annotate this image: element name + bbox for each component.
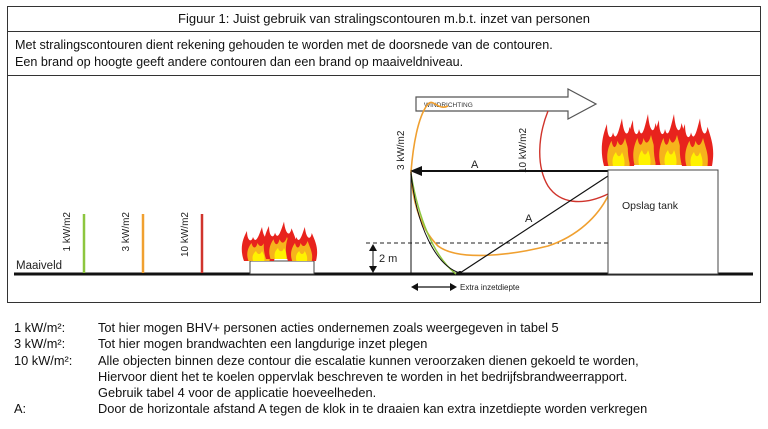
contour-3kw-label: 3 kW/m2 xyxy=(396,130,407,170)
extra-contour-green xyxy=(411,174,456,274)
wind-arrow xyxy=(416,89,596,119)
legend-key: 10 kW/m²: xyxy=(14,352,73,368)
storage-tank xyxy=(602,114,718,274)
distance-a-label: A xyxy=(471,159,479,171)
intro-line-2: Een brand op hoogte geeft andere contouren dan een brand op maaiveldniveau. xyxy=(15,55,464,69)
height-label: 2 m xyxy=(379,253,398,265)
marker-label-1kw: 1 kW/m2 xyxy=(62,212,73,252)
legend-row xyxy=(14,385,760,401)
origin-dot xyxy=(458,271,462,275)
radiation-diagram xyxy=(8,76,760,302)
legend-key: A: xyxy=(14,401,27,417)
legend-key xyxy=(14,385,98,401)
contour-10kw-label: 10 kW/m2 xyxy=(518,127,529,173)
tank-label: Opslag tank xyxy=(622,200,679,212)
tank-body xyxy=(608,170,718,274)
legend-text: Alle objecten binnen deze contour die escalatie kunnen veroorzaken dienen gekoeld te worden, xyxy=(98,352,639,368)
figure-intro xyxy=(8,32,760,76)
legend-key: 1 kW/m²: xyxy=(14,320,66,335)
extra-depth-label: Extra inzetdiepte xyxy=(460,283,520,292)
legend-text: Tot hier mogen BHV+ personen acties ondernemen zoals weergegeven in tabel 5 xyxy=(98,320,559,335)
legend-row xyxy=(14,401,760,417)
legend-text: Gebruik tabel 4 voor de applicatie hoeveelheden. xyxy=(98,385,377,401)
ground-fire-base xyxy=(250,261,314,274)
height-indicator xyxy=(366,243,608,273)
ground-label: Maaiveld xyxy=(16,260,63,272)
rotated-a-label: A xyxy=(525,213,533,225)
intro-line-1: Met stralingscontouren dient rekening gehouden te worden met de doorsnede van de contouren. xyxy=(15,38,553,52)
marker-label-10kw: 10 kW/m2 xyxy=(180,212,191,258)
legend-text: Door de horizontale afstand A tegen de klok in te draaien kan extra inzetdiepte worden verkregen xyxy=(98,401,648,417)
legend-row xyxy=(14,320,760,336)
legend-text: Hiervoor dient het te koelen oppervlak beschreven te worden in het bedrijfsbrandweerrapport. xyxy=(98,368,628,384)
wind-label: WINDRICHTING xyxy=(424,102,473,109)
legend-row xyxy=(14,353,760,369)
legend-row xyxy=(14,369,760,385)
ground-fire xyxy=(242,222,317,274)
legend xyxy=(14,320,760,418)
legend-key: 3 kW/m²: xyxy=(14,336,66,352)
figure-box xyxy=(7,6,761,303)
legend-key xyxy=(14,369,98,385)
extra-depth-arrow xyxy=(411,283,520,292)
marker-label-3kw: 3 kW/m2 xyxy=(121,212,132,252)
extra-contour-black xyxy=(411,172,460,273)
legend-row xyxy=(14,336,760,352)
legend-text: Tot hier mogen brandwachten een langdurige inzet plegen xyxy=(98,336,428,352)
contour-10kw xyxy=(540,111,608,202)
figure-title: Figuur 1: Juist gebruik van stralingscontouren m.b.t. inzet van personen xyxy=(8,7,760,32)
contour-3kw xyxy=(411,102,608,255)
